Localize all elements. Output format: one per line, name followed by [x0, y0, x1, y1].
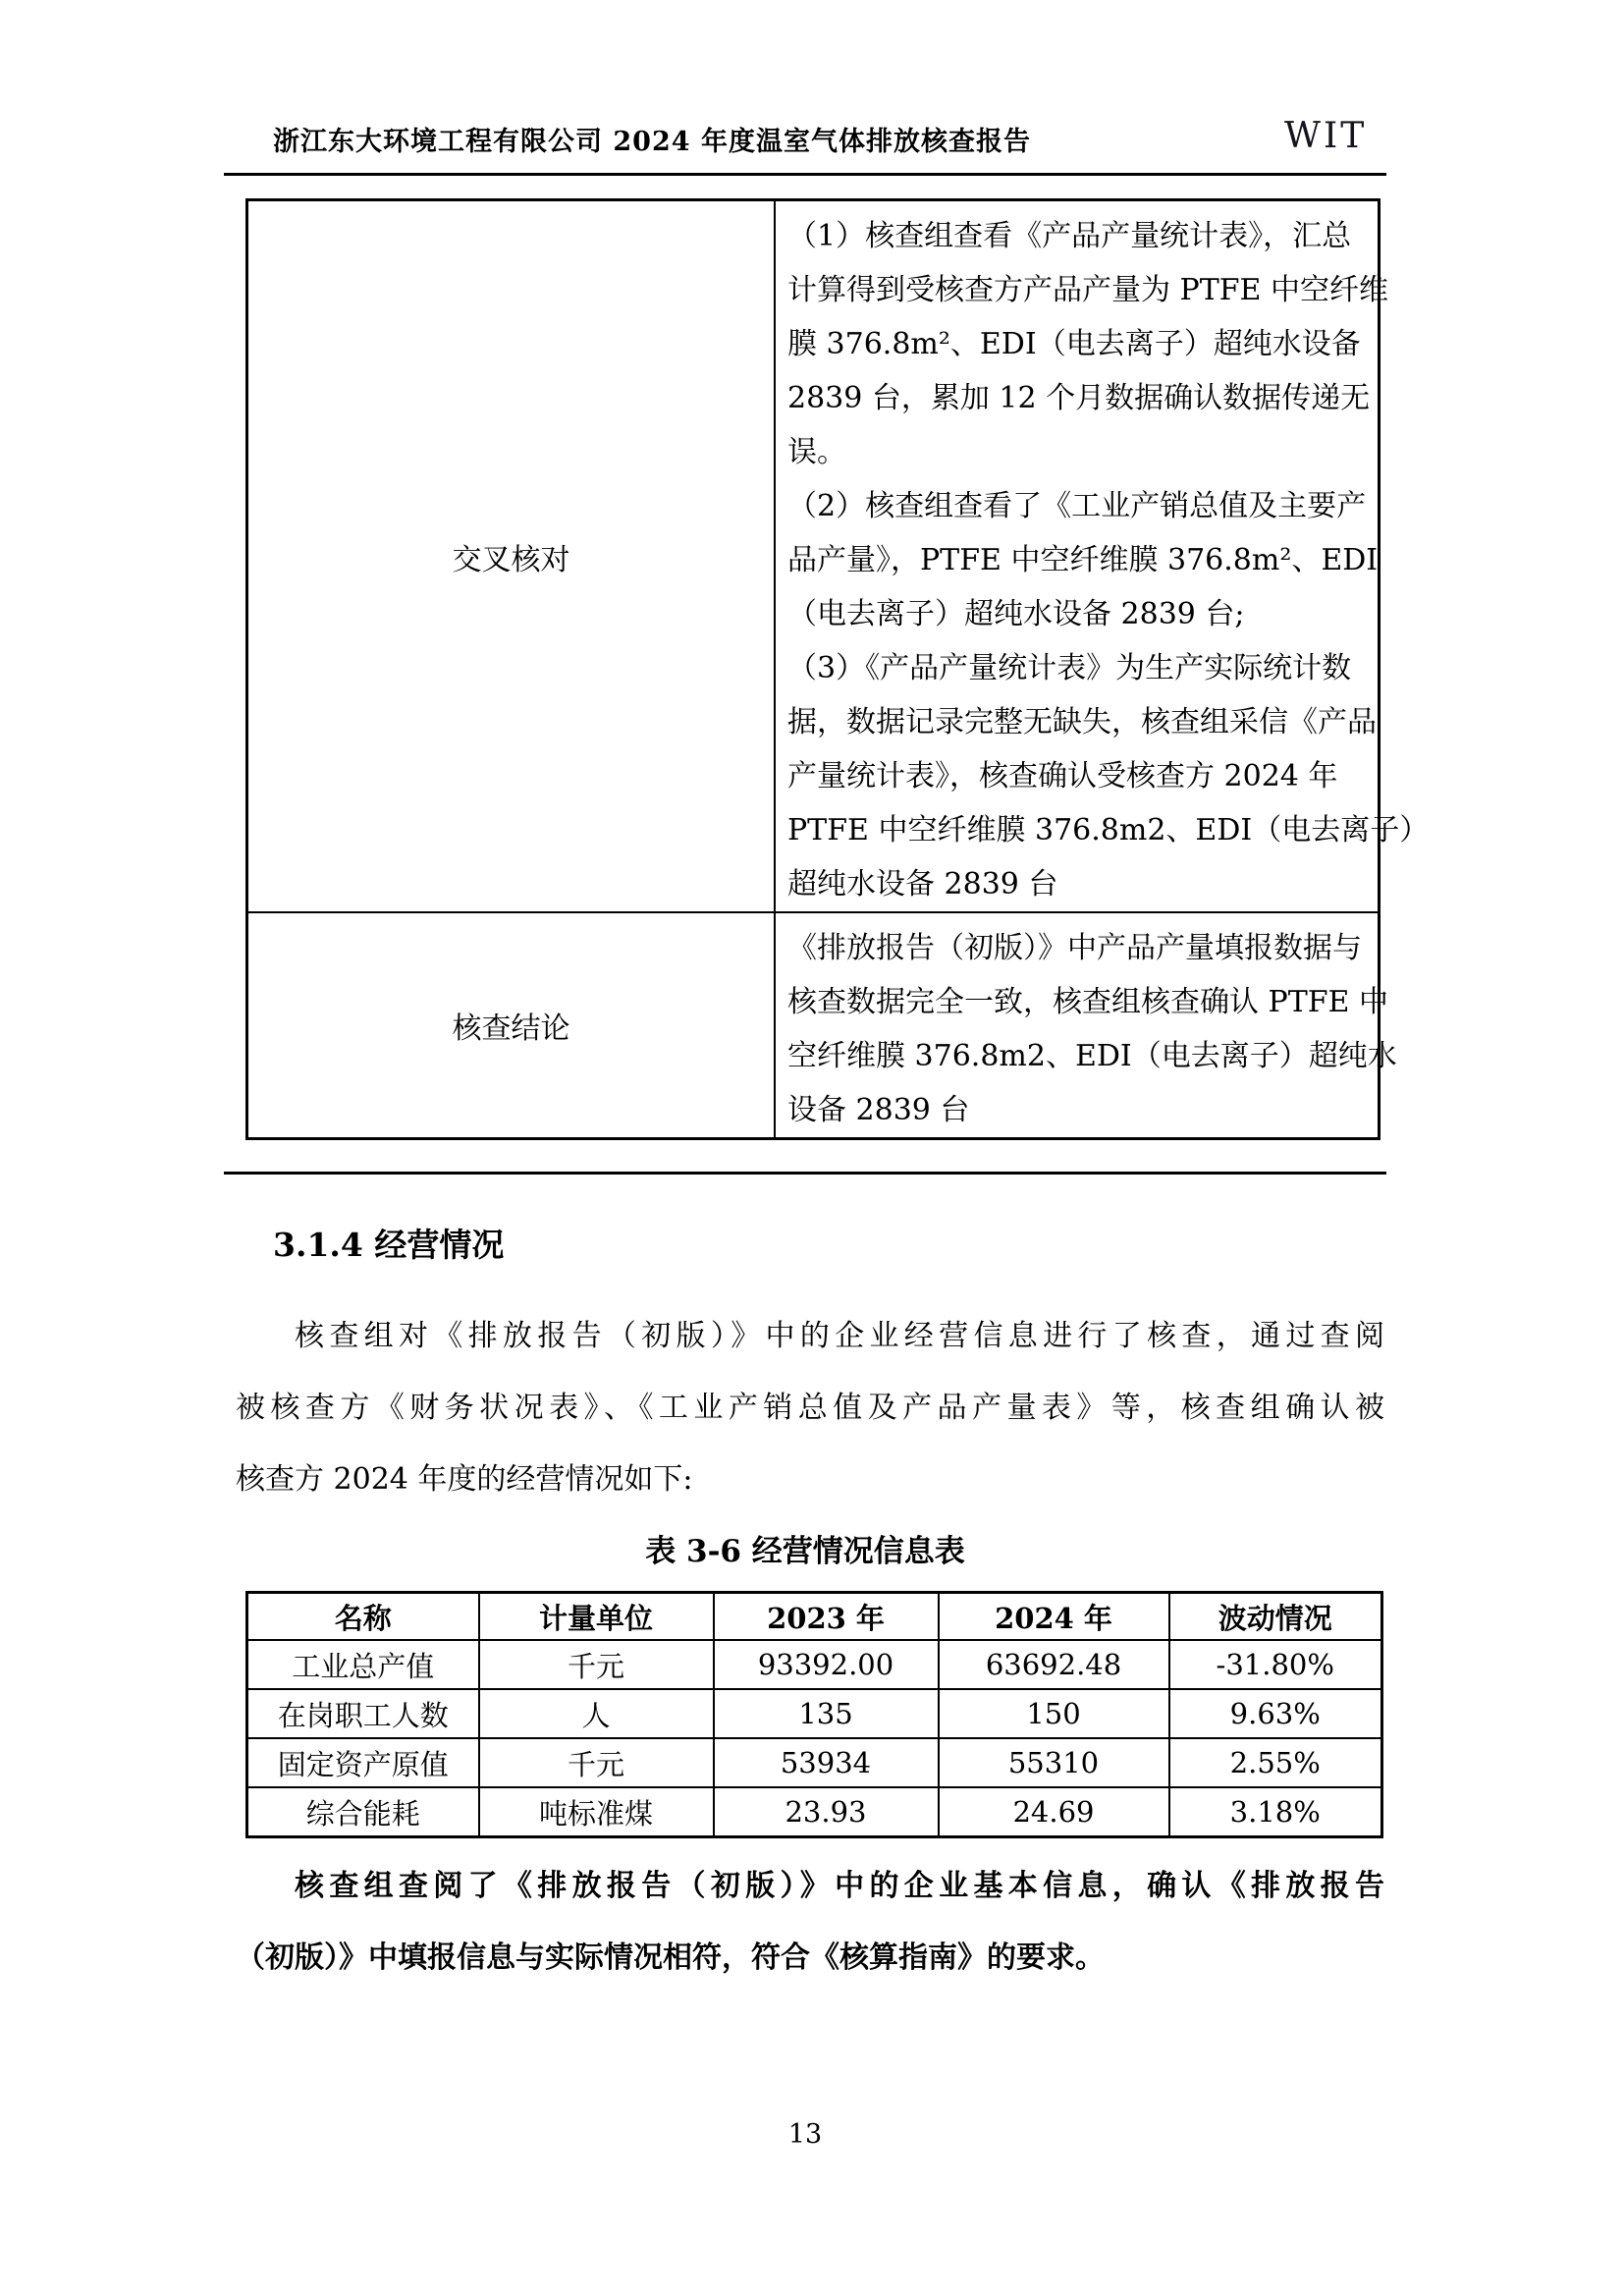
column-header: 2024 年 [939, 1593, 1169, 1641]
table-cell: 在岗职工人数 [247, 1689, 479, 1738]
table-cell: 150 [939, 1689, 1169, 1738]
cross-check-line: 产量统计表》，核查确认受核查方 2024 年 [787, 759, 1338, 793]
table-cell: 固定资产原值 [247, 1738, 479, 1787]
table-cell: 综合能耗 [247, 1787, 479, 1837]
business-info-table [245, 1591, 1383, 1838]
conclusion-line: 核查数据完全一致，核查组核查确认 PTFE 中 [787, 985, 1388, 1019]
table-cell: 53934 [714, 1738, 939, 1787]
page-number: 13 [787, 2119, 823, 2150]
table-cell: 9.63% [1169, 1689, 1382, 1738]
section-heading: 3.1.4 经营情况 [273, 1226, 505, 1264]
cross-check-line: （3）《产品产量统计表》为生产实际统计数 [787, 651, 1352, 685]
column-header: 计量单位 [479, 1593, 714, 1641]
cross-check-line: 品产量》，PTFE 中空纤维膜 376.8m²、EDI [787, 543, 1379, 577]
table-row [247, 1640, 1382, 1689]
table-cell: 千元 [479, 1640, 714, 1689]
table-cell: 24.69 [939, 1787, 1169, 1837]
header-rule [224, 173, 1386, 176]
table-row-cross-check [247, 200, 1380, 913]
cross-check-line: （电去离子）超纯水设备 2839 台; [787, 597, 1245, 631]
cross-check-line: PTFE 中空纤维膜 376.8m2、EDI（电去离子） [787, 813, 1430, 847]
cross-check-line: 2839 台，累加 12 个月数据确认数据传递无 [787, 381, 1371, 415]
cross-check-content [775, 200, 1430, 913]
intro-paragraph-line: 核查方 2024 年度的经营情况如下: [236, 1462, 693, 1497]
table-caption: 表 3-6 经营情况信息表 [645, 1534, 965, 1569]
cross-check-line: 超纯水设备 2839 台 [787, 867, 1058, 902]
table-cell: 3.18% [1169, 1787, 1382, 1837]
intro-paragraph [236, 1300, 1384, 1515]
cross-check-line: 计算得到受核查方产品产量为 PTFE 中空纤维 [787, 273, 1388, 307]
business-table-body [247, 1640, 1382, 1837]
page-header-title: 浙江东大环境工程有限公司 2024 年度温室气体排放核查报告 [273, 127, 1031, 157]
business-table-header-row [247, 1593, 1382, 1641]
conclusion-content [775, 912, 1397, 1139]
verification-table [245, 198, 1430, 1140]
table-cell: 63692.48 [939, 1640, 1169, 1689]
row-label-conclusion: 核查结论 [247, 912, 776, 1139]
table-cell: 135 [714, 1689, 939, 1738]
closing-paragraph-line: （初版）》中填报信息与实际情况相符，符合《核算指南》的要求。 [236, 1941, 1105, 1975]
table-cell: 吨标准煤 [479, 1787, 714, 1837]
table-cell: 55310 [939, 1738, 1169, 1787]
intro-paragraph-line: 被核查方《财务状况表》、《工业产销总值及产品产量表》等，核查组确认被 [236, 1391, 1384, 1425]
wit-logo: WIT [1284, 116, 1368, 156]
cross-check-line: 膜 376.8m²、EDI（电去离子）超纯水设备 [787, 327, 1361, 361]
section-divider-rule [224, 1172, 1386, 1175]
row-label-cross-check: 交叉核对 [247, 200, 776, 913]
table-row [247, 1689, 1382, 1738]
column-header: 2023 年 [714, 1593, 939, 1641]
table-row [247, 1738, 1382, 1787]
closing-paragraph [236, 1850, 1384, 1994]
table-row [247, 1787, 1382, 1837]
closing-paragraph-line: 核查组查阅了《排放报告（初版）》中的企业基本信息，确认《排放报告 [295, 1869, 1384, 1903]
column-header: 波动情况 [1169, 1593, 1382, 1641]
table-cell: 千元 [479, 1738, 714, 1787]
table-row-conclusion [247, 912, 1380, 1139]
column-header: 名称 [247, 1593, 479, 1641]
table-cell: 2.55% [1169, 1738, 1382, 1787]
cross-check-line: 误。 [787, 435, 846, 469]
table-cell: 人 [479, 1689, 714, 1738]
table-cell: -31.80% [1169, 1640, 1382, 1689]
conclusion-line: 空纤维膜 376.8m2、EDI（电去离子）超纯水 [787, 1039, 1397, 1073]
cross-check-line: （2）核查组查看了《工业产销总值及主要产 [787, 489, 1367, 523]
cross-check-line: （1）核查组查看《产品产量统计表》，汇总 [787, 219, 1352, 253]
table-cell: 工业总产值 [247, 1640, 479, 1689]
table-cell: 23.93 [714, 1787, 939, 1837]
table-cell: 93392.00 [714, 1640, 939, 1689]
conclusion-line: 《排放报告（初版）》中产品产量填报数据与 [787, 931, 1362, 965]
cross-check-line: 据，数据记录完整无缺失，核查组采信《产品 [787, 705, 1377, 739]
conclusion-line: 设备 2839 台 [787, 1093, 970, 1127]
intro-paragraph-line: 核查组对《排放报告（初版）》中的企业经营信息进行了核查，通过查阅 [295, 1319, 1384, 1353]
